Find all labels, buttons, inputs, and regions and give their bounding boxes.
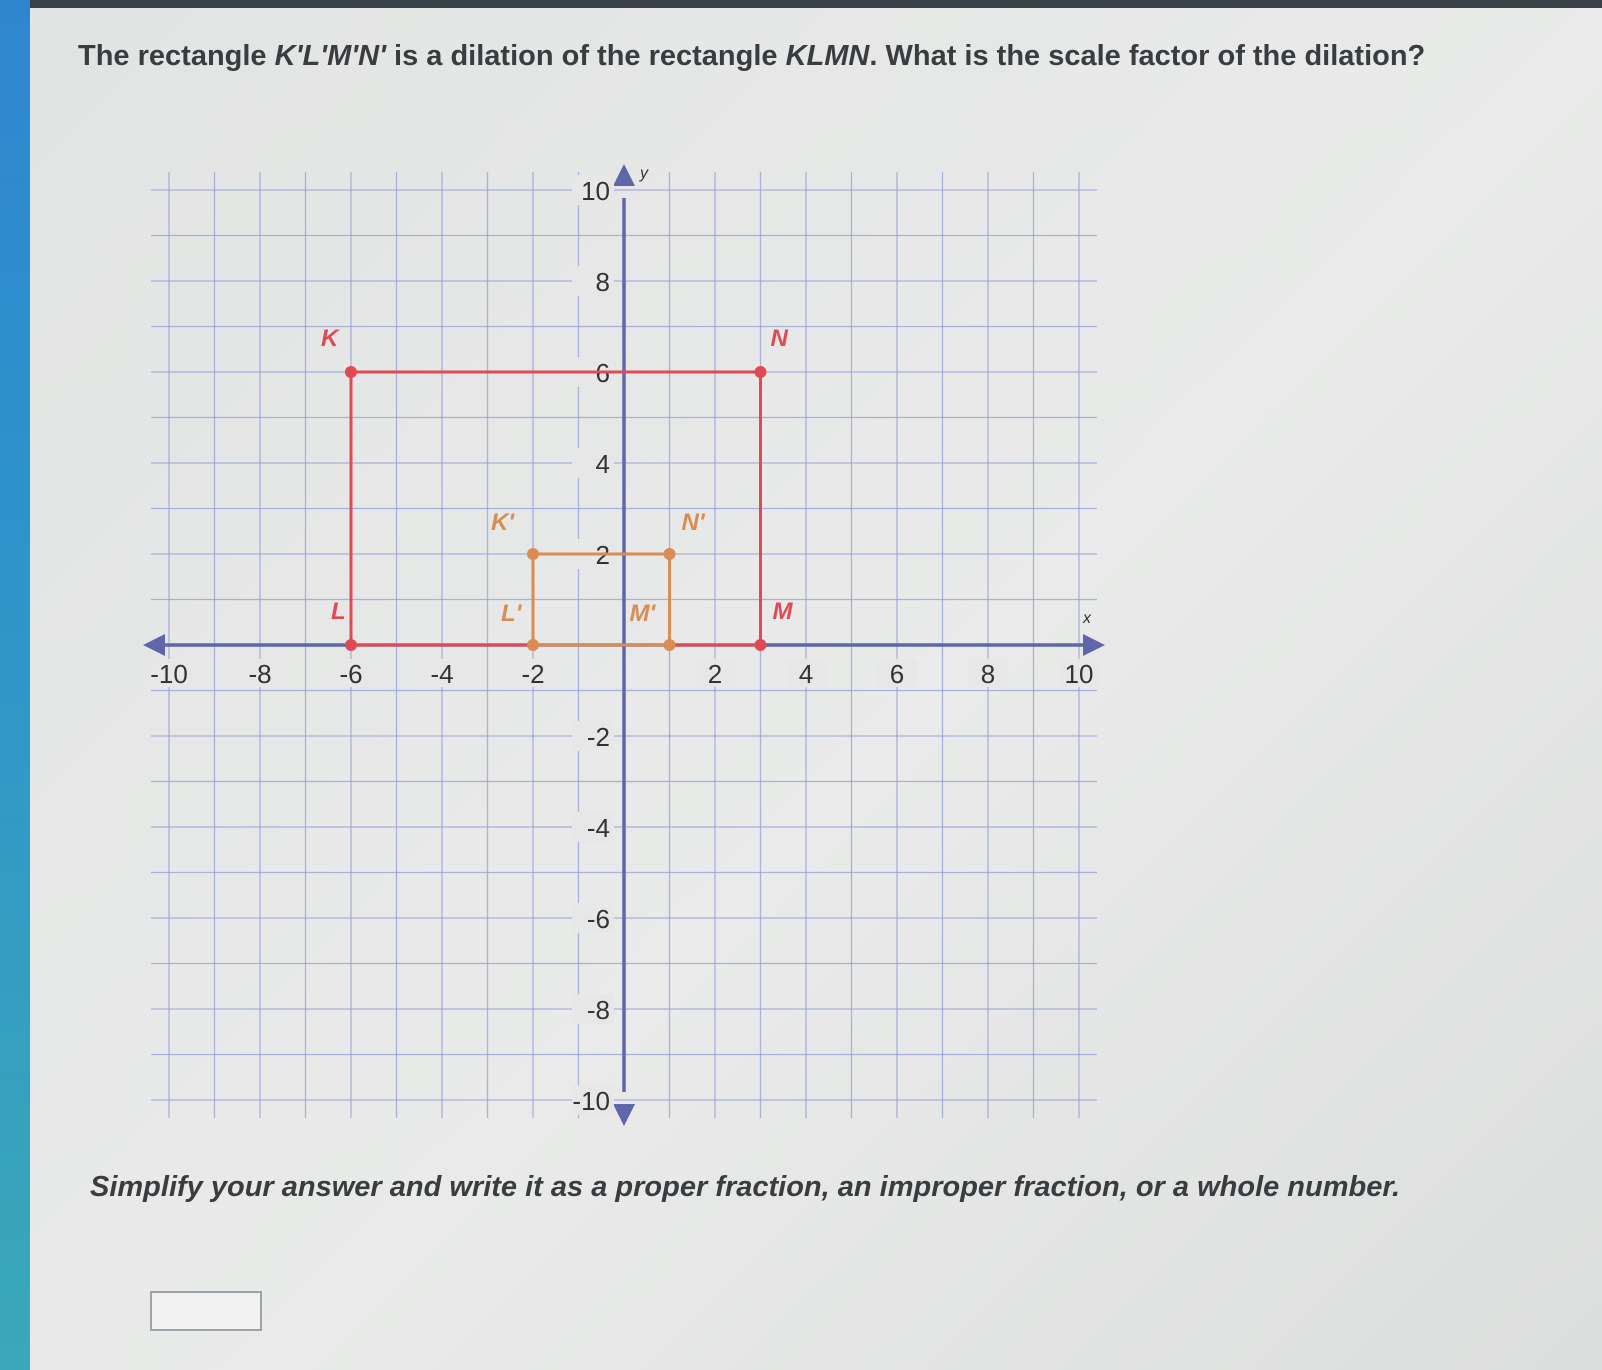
x-axis-arrow-right-icon <box>1083 634 1105 656</box>
vertex-label: M' <box>629 600 656 627</box>
y-tick-label: 6 <box>595 358 610 388</box>
x-tick-label: -4 <box>430 659 454 689</box>
coordinate-graph <box>140 155 1130 1145</box>
y-tick-label: -2 <box>586 722 610 752</box>
y-tick-label: 8 <box>595 267 610 297</box>
vertex-label: L <box>331 598 346 625</box>
vertex-point <box>664 548 676 560</box>
left-sidebar-strip <box>0 0 30 1370</box>
y-tick-label: 10 <box>581 176 610 206</box>
vertex-point <box>664 639 676 651</box>
original-rectangle-name: KLMN <box>785 40 870 72</box>
y-tick-label: -8 <box>586 995 610 1025</box>
x-tick-label: -10 <box>150 659 188 689</box>
y-axis-arrow-up-icon <box>613 164 635 186</box>
x-tick-label: -2 <box>521 659 545 689</box>
vertex-label: N <box>770 325 788 352</box>
vertex-label: L' <box>501 600 522 627</box>
vertex-point <box>527 639 539 651</box>
x-tick-label: -8 <box>248 659 272 689</box>
vertex-point <box>755 639 767 651</box>
vertex-label: K' <box>491 509 515 536</box>
x-tick-label: 2 <box>707 659 723 689</box>
vertex-point <box>527 548 539 560</box>
top-bar <box>0 0 1602 8</box>
instruction-text: Simplify your answer and write it as a proper fraction, an improper fraction, or a whole number. <box>90 1171 1401 1203</box>
x-tick-label: 10 <box>1064 659 1094 689</box>
question-text: The rectangle K'L'M'N' is a dilation of the rectangle KLMN. What is the scale factor of the dilation? <box>78 40 1426 72</box>
vertex-point <box>345 639 357 651</box>
vertex-label: N' <box>681 509 705 536</box>
x-tick-label: 8 <box>980 659 996 689</box>
x-tick-label: 6 <box>889 659 905 689</box>
x-tick-label: -6 <box>339 659 363 689</box>
answer-input[interactable] <box>150 1291 262 1331</box>
x-axis-arrow-left-icon <box>143 634 165 656</box>
y-axis-arrow-down-icon <box>613 1104 635 1126</box>
vertex-point <box>755 366 767 378</box>
image-rectangle-name: K'L'M'N' <box>274 40 386 72</box>
y-axis-label: y <box>640 165 648 182</box>
vertex-point <box>345 366 357 378</box>
y-tick-label: -6 <box>586 904 610 934</box>
vertex-label: M <box>772 598 793 625</box>
y-tick-label: 4 <box>595 449 610 479</box>
vertex-label: K <box>321 325 339 352</box>
x-axis-label: x <box>1083 610 1091 627</box>
y-tick-label: 2 <box>595 540 610 570</box>
y-tick-label: -4 <box>586 813 610 843</box>
x-tick-label: 4 <box>798 659 814 689</box>
y-tick-label: -10 <box>572 1086 610 1116</box>
